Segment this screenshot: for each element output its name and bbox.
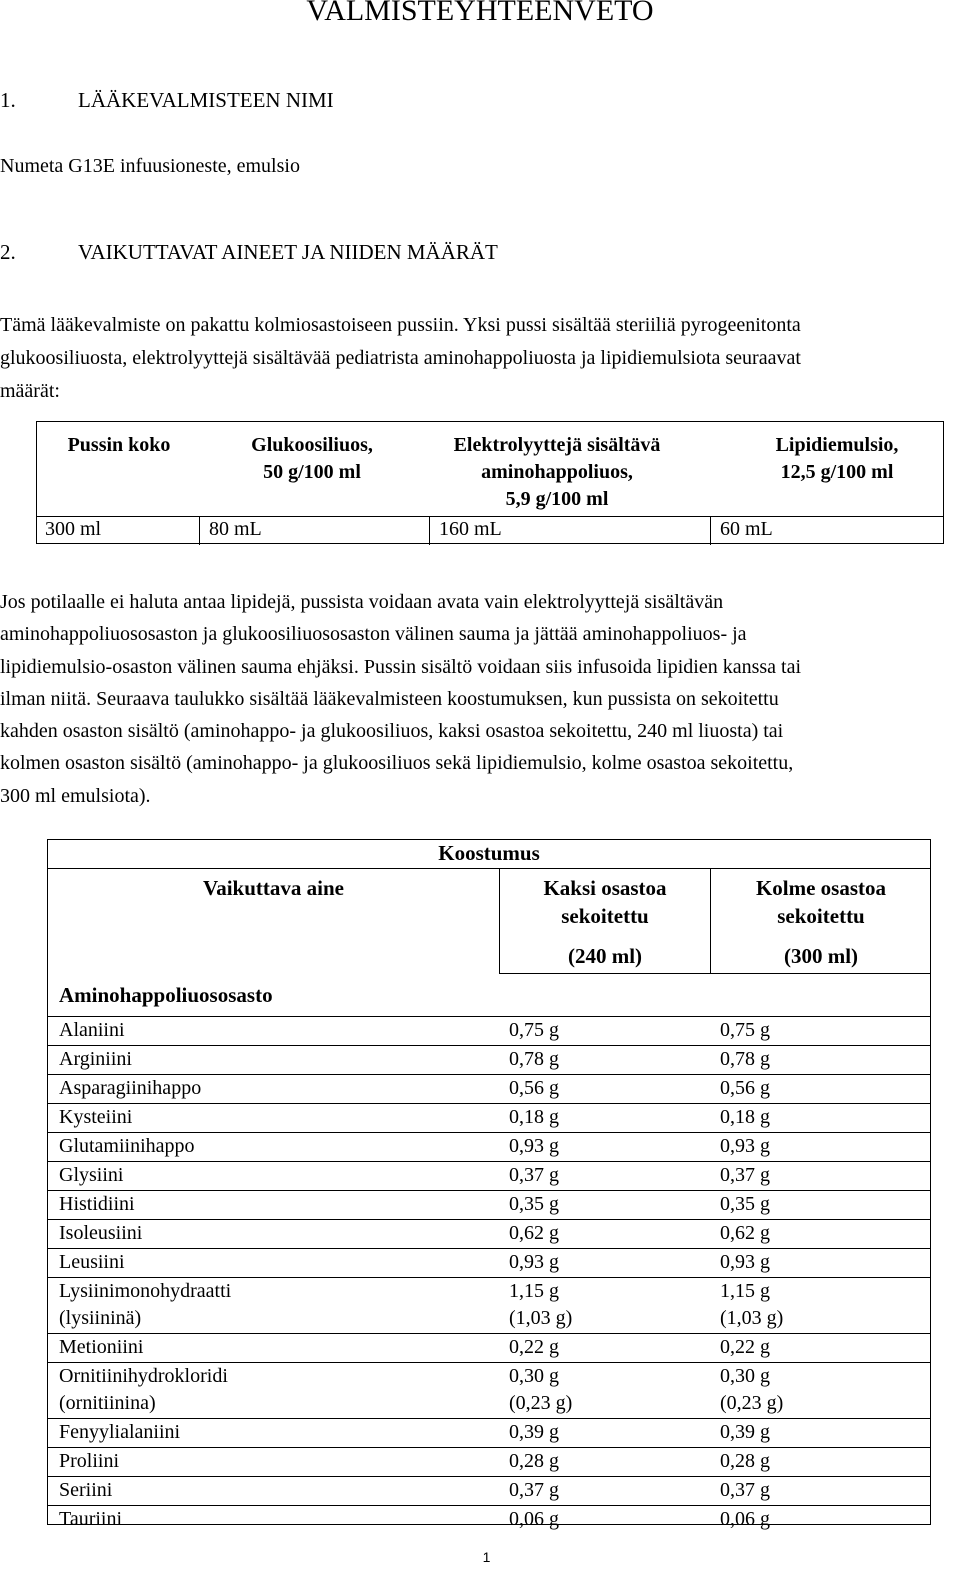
- body-line: ilman niitä. Seuraava taulukko sisältää lääkevalmisteen koostumuksen, kun pussista on sekoitettu: [0, 687, 779, 710]
- cell-substance: [59, 1104, 132, 1131]
- cell-two-compartments-note: (1,03 g): [509, 1307, 573, 1329]
- pkg-header-line: 12,5 g/100 ml: [780, 461, 894, 483]
- cell-three-compartments-text: 0,28 g: [720, 1450, 770, 1472]
- cell-substance: [59, 1017, 125, 1044]
- table-row: [48, 1333, 930, 1362]
- cell-substance: [59, 1046, 132, 1073]
- section-2-number: 2.: [0, 240, 16, 264]
- cell-three-compartments: [720, 1506, 770, 1533]
- cell-two-compartments: [509, 1448, 559, 1475]
- col-header-two-compartments: [500, 874, 710, 970]
- cell-substance-text: Asparagiinihappo: [59, 1077, 202, 1099]
- table-row: [48, 1277, 930, 1333]
- pkg-header-line: Elektrolyyttejä sisältävä: [453, 434, 661, 456]
- body-paragraph: [0, 586, 801, 812]
- cell-substance: [59, 1334, 143, 1361]
- cell-substance-text: Ornitiinihydrokloridi: [59, 1365, 228, 1387]
- cell-three-compartments-text: 0,18 g: [720, 1106, 770, 1128]
- composition-title-divider: [48, 868, 930, 869]
- body-line: kolmen osaston sisältö (aminohappo- ja glukoosiliuos sekä lipidiemulsio, kolme osastoa sekoitettu,: [0, 752, 794, 775]
- section-label-aminoacid: Aminohappoliuososasto: [59, 983, 273, 1007]
- cell-substance-text: Seriini: [59, 1479, 113, 1501]
- cell-three-compartments-text: 0,62 g: [720, 1222, 770, 1244]
- cell-three-compartments-text: 0,39 g: [720, 1421, 770, 1443]
- cell-substance: [59, 1506, 122, 1533]
- table-row: [48, 1505, 930, 1534]
- cell-two-compartments-text: 0,37 g: [509, 1479, 559, 1501]
- cell-two-compartments-text: 0,78 g: [509, 1048, 559, 1070]
- col-header-line: Kaksi osastoa: [543, 876, 667, 900]
- cell-substance-text: Arginiini: [59, 1048, 132, 1070]
- pkg-header-line: Glukoosiliuos,: [251, 434, 373, 456]
- pkg-values-row: [37, 516, 943, 545]
- cell-two-compartments-text: 0,93 g: [509, 1135, 559, 1157]
- cell-two-compartments-text: 0,18 g: [509, 1106, 559, 1128]
- table-row: [48, 1103, 930, 1132]
- cell-two-compartments-text: 1,15 g: [509, 1280, 559, 1302]
- pkg-divider: [429, 517, 430, 545]
- table-row: [48, 1362, 930, 1418]
- table-row: [48, 1418, 930, 1447]
- cell-three-compartments: [720, 1249, 770, 1276]
- cell-three-compartments: [720, 1133, 770, 1160]
- cell-substance-text: Glysiini: [59, 1164, 124, 1186]
- cell-two-compartments: [509, 1477, 559, 1504]
- cell-substance-text: Leusiini: [59, 1251, 125, 1273]
- table-row: [48, 1074, 930, 1103]
- cell-two-compartments-text: 0,35 g: [509, 1193, 559, 1215]
- table-row: [48, 1476, 930, 1505]
- cell-three-compartments-text: 0,93 g: [720, 1251, 770, 1273]
- cell-three-compartments-text: 0,30 g: [720, 1365, 770, 1387]
- section-1-number: 1.: [0, 88, 16, 112]
- cell-substance-text: Metioniini: [59, 1336, 144, 1358]
- intro-line: glukoosiliuosta, elektrolyyttejä sisältävää pediatrista aminohappoliuosta ja lipidiemulsiota seuraavat: [0, 347, 801, 369]
- pkg-header-glucose: [217, 432, 407, 486]
- cell-two-compartments-text: 0,75 g: [509, 1019, 559, 1041]
- table-row: [48, 1447, 930, 1476]
- cell-two-compartments: [509, 1334, 559, 1361]
- section-1-title: LÄÄKEVALMISTEEN NIMI: [78, 88, 334, 112]
- section-1-heading: [0, 88, 334, 113]
- cell-three-compartments: [720, 1334, 770, 1361]
- cell-three-compartments: [720, 1162, 770, 1189]
- cell-three-compartments-text: 0,78 g: [720, 1048, 770, 1070]
- cell-three-compartments-text: 0,37 g: [720, 1479, 770, 1501]
- cell-two-compartments: [509, 1162, 559, 1189]
- cell-three-compartments: [720, 1363, 783, 1417]
- pkg-value-glucose: 80 mL: [209, 518, 262, 540]
- cell-substance: [59, 1220, 142, 1247]
- cell-three-compartments: [720, 1075, 770, 1102]
- cell-two-compartments-text: 0,28 g: [509, 1450, 559, 1472]
- cell-substance: [59, 1278, 231, 1332]
- pkg-header-line: 50 g/100 ml: [263, 461, 361, 483]
- cell-three-compartments: [720, 1220, 770, 1247]
- cell-substance-text: Lysiinimonohydraatti: [59, 1280, 232, 1302]
- cell-two-compartments: [509, 1191, 559, 1218]
- cell-two-compartments: [509, 1017, 559, 1044]
- cell-substance-text: Tauriini: [59, 1508, 123, 1530]
- cell-two-compartments: [509, 1075, 559, 1102]
- cell-two-compartments-note: (0,23 g): [509, 1392, 573, 1414]
- cell-substance: [59, 1133, 195, 1160]
- cell-two-compartments: [509, 1419, 559, 1446]
- product-name: Numeta G13E infuusioneste, emulsio: [0, 155, 300, 177]
- page-number: 1: [482, 1549, 491, 1565]
- cell-substance-text: Glutamiinihappo: [59, 1135, 195, 1157]
- section-2-title: VAIKUTTAVAT AINEET JA NIIDEN MÄÄRÄT: [78, 240, 498, 264]
- cell-substance-text: Alaniini: [59, 1019, 125, 1041]
- pkg-header-size: [39, 432, 199, 459]
- cell-substance-text: Proliini: [59, 1450, 120, 1472]
- cell-two-compartments: [509, 1133, 559, 1160]
- pkg-divider: [199, 517, 200, 545]
- cell-three-compartments-note: (1,03 g): [720, 1307, 784, 1329]
- cell-two-compartments-text: 0,93 g: [509, 1251, 559, 1273]
- col-header-line: Kolme osastoa: [755, 876, 887, 900]
- section-2-heading: [0, 240, 498, 265]
- cell-three-compartments: [720, 1477, 770, 1504]
- cell-three-compartments: [720, 1278, 783, 1332]
- cell-two-compartments-text: 0,56 g: [509, 1077, 559, 1099]
- col-header-volume: (300 ml): [783, 944, 859, 968]
- pkg-value-lipid: 60 mL: [720, 518, 773, 540]
- cell-substance: [59, 1191, 135, 1218]
- table-row: [48, 1045, 930, 1074]
- cell-three-compartments: [720, 1191, 770, 1218]
- col-header-volume: (240 ml): [567, 944, 643, 968]
- cell-two-compartments: [509, 1363, 572, 1417]
- pkg-header-line: Pussin koko: [67, 434, 171, 456]
- cell-substance: [59, 1419, 180, 1446]
- cell-substance: [59, 1162, 123, 1189]
- cell-two-compartments: [509, 1249, 559, 1276]
- document-title: VALMISTEYHTEENVETO: [306, 0, 654, 27]
- col-header-line: sekoitettu: [777, 904, 865, 928]
- pkg-header-lipid: [737, 432, 937, 486]
- intro-line: määrät:: [0, 380, 60, 402]
- table-row: [48, 1132, 930, 1161]
- composition-title: Koostumus: [438, 841, 540, 865]
- col-header-active: Vaikuttava aine: [202, 876, 344, 900]
- cell-substance: [59, 1477, 112, 1504]
- cell-two-compartments: [509, 1220, 559, 1247]
- cell-two-compartments-text: 0,22 g: [509, 1336, 559, 1358]
- cell-two-compartments: [509, 1104, 559, 1131]
- cell-substance-text: Fenyylialaniini: [59, 1421, 181, 1443]
- table-row: [48, 1248, 930, 1277]
- cell-substance: [59, 1075, 201, 1102]
- table-row: [48, 1161, 930, 1190]
- cell-three-compartments-text: 0,35 g: [720, 1193, 770, 1215]
- table-row: [48, 1219, 930, 1248]
- pkg-value-size: 300 ml: [45, 518, 102, 540]
- cell-two-compartments-text: 0,37 g: [509, 1164, 559, 1186]
- body-line: kahden osaston sisältö (aminohappo- ja glukoosiliuos, kaksi osastoa sekoitettu, 240 ml liuosta) tai: [0, 720, 784, 743]
- col-header-three-compartments: [711, 874, 931, 970]
- cell-three-compartments: [720, 1419, 770, 1446]
- cell-substance: [59, 1249, 125, 1276]
- cell-three-compartments: [720, 1017, 770, 1044]
- cell-substance-note: (lysiininä): [59, 1307, 142, 1329]
- cell-three-compartments-note: (0,23 g): [720, 1392, 784, 1414]
- cell-two-compartments-text: 0,62 g: [509, 1222, 559, 1244]
- composition-header-bottom: [499, 973, 931, 974]
- body-line: aminohappoliuososaston ja glukoosiliuososaston välinen sauma ja jättää aminohappoliuos- ja: [0, 623, 747, 646]
- pkg-header-aminoacid: [422, 432, 692, 513]
- intro-line: Tämä lääkevalmiste on pakattu kolmiosastoiseen pussiin. Yksi pussi sisältää steriiliä pyrogeenitonta: [0, 314, 801, 336]
- pkg-header-line: Lipidiemulsio,: [775, 434, 899, 456]
- intro-paragraph: [0, 309, 801, 408]
- cell-two-compartments: [509, 1046, 559, 1073]
- cell-substance-note: (ornitiinina): [59, 1392, 156, 1414]
- cell-three-compartments: [720, 1448, 770, 1475]
- package-table: [36, 421, 944, 544]
- cell-two-compartments-text: 0,39 g: [509, 1421, 559, 1443]
- cell-three-compartments-text: 0,37 g: [720, 1164, 770, 1186]
- composition-rows: [48, 1016, 930, 1534]
- body-line: Jos potilaalle ei haluta antaa lipidejä, pussista voidaan avata vain elektrolyyttejä sisältävän: [0, 591, 724, 613]
- cell-three-compartments: [720, 1104, 770, 1131]
- cell-substance-text: Isoleusiini: [59, 1222, 143, 1244]
- cell-three-compartments-text: 0,75 g: [720, 1019, 770, 1041]
- table-row: [48, 1190, 930, 1219]
- composition-table: [47, 839, 931, 1530]
- cell-three-compartments-text: 0,56 g: [720, 1077, 770, 1099]
- col-header-line: sekoitettu: [561, 904, 649, 928]
- cell-substance-text: Histidiini: [59, 1193, 135, 1215]
- pkg-header-line: 5,9 g/100 ml: [505, 488, 609, 510]
- pkg-value-aminoacid: 160 mL: [439, 518, 502, 540]
- cell-three-compartments: [720, 1046, 770, 1073]
- cell-three-compartments-text: 1,15 g: [720, 1280, 770, 1302]
- cell-substance: [59, 1448, 119, 1475]
- cell-substance: [59, 1363, 228, 1417]
- cell-two-compartments: [509, 1506, 559, 1533]
- cell-two-compartments-text: 0,06 g: [509, 1508, 559, 1530]
- cell-three-compartments-text: 0,93 g: [720, 1135, 770, 1157]
- cell-substance-text: Kysteiini: [59, 1106, 133, 1128]
- cell-two-compartments-text: 0,30 g: [509, 1365, 559, 1387]
- cell-three-compartments-text: 0,06 g: [720, 1508, 770, 1530]
- cell-two-compartments: [509, 1278, 572, 1332]
- body-line: lipidiemulsio-osaston välinen sauma ehjäksi. Pussin sisältö voidaan siis infusoida lipidien kanssa tai: [0, 655, 802, 678]
- pkg-header-line: aminohappoliuos,: [481, 461, 633, 483]
- table-row: [48, 1016, 930, 1045]
- body-line: 300 ml emulsiota).: [0, 784, 151, 807]
- cell-three-compartments-text: 0,22 g: [720, 1336, 770, 1358]
- pkg-divider: [710, 517, 711, 545]
